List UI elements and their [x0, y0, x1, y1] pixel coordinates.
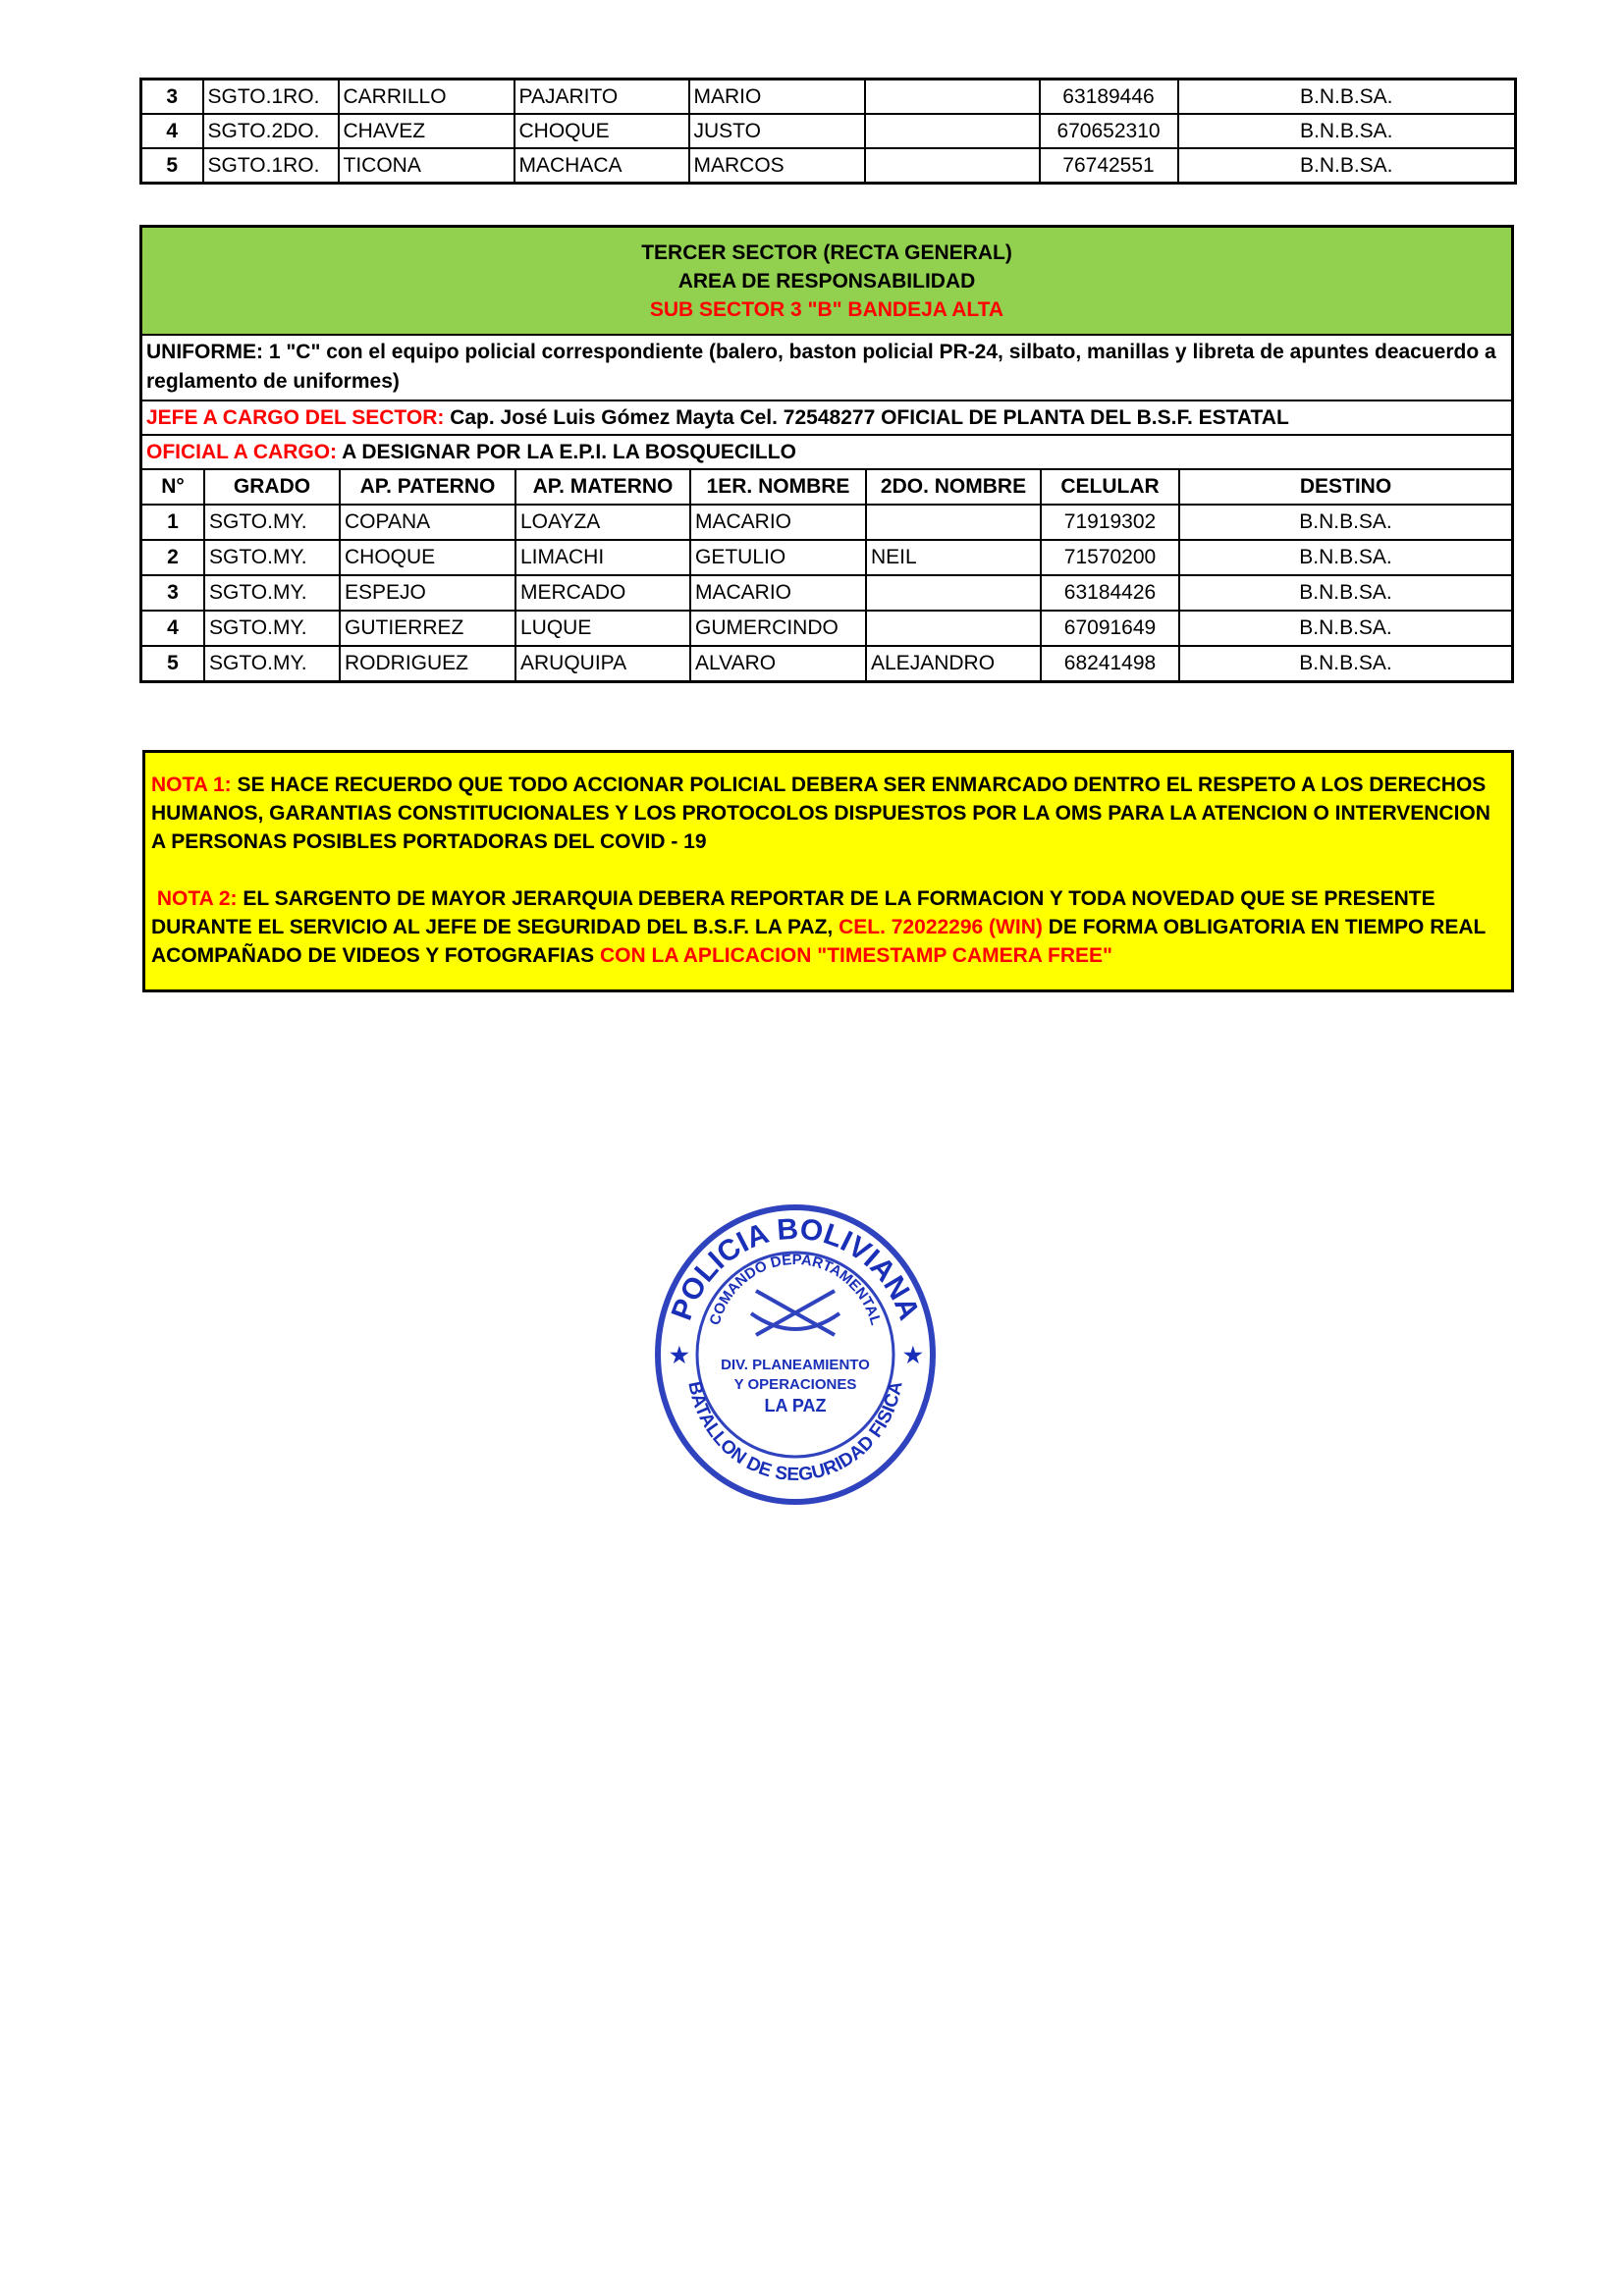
uniform-row: UNIFORME: 1 "C" con el equipo policial correspondiente (balero, baston policial PR-24, silbato, manillas y libreta de apuntes deacuerdo a reglamento de uniformes): [142, 336, 1511, 401]
cell-nombre1: MACARIO: [690, 575, 866, 611]
cell-materno: MACHACA: [514, 148, 689, 184]
cell-nombre2: ALEJANDRO: [866, 646, 1041, 680]
personnel-table: [142, 470, 1511, 680]
column-header: AP. MATERNO: [515, 470, 690, 505]
cell-nombre2: [866, 505, 1041, 540]
note-1: [151, 771, 1505, 856]
previous-subsector-rows: [141, 80, 1516, 184]
column-header: DESTINO: [1179, 470, 1511, 505]
note-2-app: CON LA APLICACION "TIMESTAMP CAMERA FREE": [600, 944, 1112, 967]
cell-celular: 63189446: [1040, 80, 1178, 115]
cell-grado: SGTO.MY.: [204, 575, 340, 611]
note-2-phone: CEL. 72022296 (WIN): [839, 916, 1043, 938]
personnel-rows: [142, 505, 1511, 680]
note-2-text-b: DE FORMA OBLIGATORIA EN TIEMPO REAL ACOMPAÑADO DE VIDEOS Y FOTOGRAFIAS: [151, 916, 1486, 967]
seal-line-3: LA PAZ: [764, 1396, 827, 1415]
chief-value: Cap. José Luis Gómez Mayta Cel. 72548277 OFICIAL DE PLANTA DEL B.S.F. ESTATAL: [444, 406, 1289, 429]
sector-header: [142, 228, 1511, 336]
seal-outer-text: POLICIA BOLIVIANA: [665, 1212, 926, 1325]
cell-paterno: CHAVEZ: [339, 114, 514, 148]
notes-box: [142, 750, 1514, 992]
seal-bottom-text: BATALLON DE SEGURIDAD FISICA: [683, 1379, 907, 1486]
cell-materno: PAJARITO: [514, 80, 689, 115]
cell-destino: B.N.B.SA.: [1179, 575, 1511, 611]
cell-nombre1: MARIO: [689, 80, 865, 115]
seal-star-right-icon: ★: [903, 1343, 923, 1367]
cell-paterno: RODRIGUEZ: [340, 646, 515, 680]
cell-destino: B.N.B.SA.: [1179, 505, 1511, 540]
cell-nombre1: JUSTO: [689, 114, 865, 148]
cell-materno: MERCADO: [515, 575, 690, 611]
cell-nombre2: NEIL: [866, 540, 1041, 575]
sector-block: [139, 225, 1514, 683]
cell-grado: SGTO.MY.: [204, 505, 340, 540]
area-title: AREA DE RESPONSABILIDAD: [677, 270, 976, 293]
table-row: [141, 148, 1516, 184]
column-header: CELULAR: [1041, 470, 1179, 505]
cell-materno: LOAYZA: [515, 505, 690, 540]
column-header: GRADO: [204, 470, 340, 505]
seal-line-2: Y OPERACIONES: [733, 1376, 857, 1393]
cell-n: 3: [142, 575, 204, 611]
cell-nombre1: GETULIO: [690, 540, 866, 575]
table-header-row: [142, 470, 1511, 505]
previous-subsector-table: [139, 78, 1517, 185]
table-row: [141, 80, 1516, 115]
cell-paterno: GUTIERREZ: [340, 611, 515, 646]
cell-n: 1: [142, 505, 204, 540]
column-header: 1ER. NOMBRE: [690, 470, 866, 505]
seal-star-left-icon: ★: [670, 1343, 689, 1367]
cell-celular: 76742551: [1040, 148, 1178, 184]
cell-nombre1: MACARIO: [690, 505, 866, 540]
cell-n: 4: [142, 611, 204, 646]
cell-n: 3: [141, 80, 203, 115]
cell-grado: SGTO.MY.: [204, 611, 340, 646]
cell-n: 5: [141, 148, 203, 184]
subsector-title: SUB SECTOR 3 "B" BANDEJA ALTA: [649, 298, 1004, 321]
cell-celular: 68241498: [1041, 646, 1179, 680]
note-1-label: NOTA 1:: [151, 774, 232, 796]
cell-materno: LIMACHI: [515, 540, 690, 575]
cell-destino: B.N.B.SA.: [1179, 646, 1511, 680]
cell-materno: CHOQUE: [514, 114, 689, 148]
officer-value: A DESIGNAR POR LA E.P.I. LA BOSQUECILLO: [337, 441, 796, 463]
cell-paterno: CHOQUE: [340, 540, 515, 575]
cell-materno: LUQUE: [515, 611, 690, 646]
officer-label: OFICIAL A CARGO:: [146, 441, 338, 463]
chief-row: [142, 401, 1511, 436]
column-header: N°: [142, 470, 204, 505]
note-2-text-a: EL SARGENTO DE MAYOR JERARQUIA DEBERA REPORTAR DE LA FORMACION Y TODA NOVEDAD QUE SE PRESENTE DURANTE EL SERVICIO AL JEFE DE SEGURIDAD DEL B.S.F. LA PAZ,: [151, 887, 1435, 938]
official-seal-stamp: [648, 1198, 943, 1512]
cell-destino: B.N.B.SA.: [1179, 540, 1511, 575]
chief-label: JEFE A CARGO DEL SECTOR:: [146, 406, 445, 429]
cell-destino: B.N.B.SA.: [1178, 148, 1516, 184]
cell-nombre2: [866, 575, 1041, 611]
cell-paterno: TICONA: [339, 148, 514, 184]
cell-nombre1: MARCOS: [689, 148, 865, 184]
cell-paterno: COPANA: [340, 505, 515, 540]
table-row: [141, 114, 1516, 148]
cell-nombre2: [866, 611, 1041, 646]
cell-destino: B.N.B.SA.: [1178, 114, 1516, 148]
cell-n: 4: [141, 114, 203, 148]
cell-n: 2: [142, 540, 204, 575]
seal-ring-text: COMANDO DEPARTAMENTAL: [706, 1251, 885, 1327]
cell-celular: 71919302: [1041, 505, 1179, 540]
column-header: 2DO. NOMBRE: [866, 470, 1041, 505]
cell-materno: ARUQUIPA: [515, 646, 690, 680]
cell-paterno: CARRILLO: [339, 80, 514, 115]
cell-celular: 71570200: [1041, 540, 1179, 575]
cell-grado: SGTO.1RO.: [203, 80, 339, 115]
table-row: [142, 505, 1511, 540]
cell-destino: B.N.B.SA.: [1178, 80, 1516, 115]
note-2: [151, 884, 1505, 970]
cell-grado: SGTO.MY.: [204, 646, 340, 680]
cell-grado: SGTO.1RO.: [203, 148, 339, 184]
column-header: AP. PATERNO: [340, 470, 515, 505]
cell-nombre2: [865, 148, 1040, 184]
cell-nombre1: GUMERCINDO: [690, 611, 866, 646]
officer-row: [142, 436, 1511, 470]
table-row: [142, 611, 1511, 646]
sector-title: TERCER SECTOR (RECTA GENERAL): [641, 241, 1012, 264]
cell-grado: SGTO.2DO.: [203, 114, 339, 148]
cell-n: 5: [142, 646, 204, 680]
cell-celular: 670652310: [1040, 114, 1178, 148]
cell-celular: 63184426: [1041, 575, 1179, 611]
seal-line-1: DIV. PLANEAMIENTO: [721, 1357, 870, 1373]
cell-nombre2: [865, 80, 1040, 115]
table-row: [142, 646, 1511, 680]
table-row: [142, 575, 1511, 611]
cell-paterno: ESPEJO: [340, 575, 515, 611]
cell-nombre1: ALVARO: [690, 646, 866, 680]
cell-nombre2: [865, 114, 1040, 148]
cell-grado: SGTO.MY.: [204, 540, 340, 575]
table-row: [142, 540, 1511, 575]
cell-destino: B.N.B.SA.: [1179, 611, 1511, 646]
cell-celular: 67091649: [1041, 611, 1179, 646]
note-1-text: SE HACE RECUERDO QUE TODO ACCIONAR POLICIAL DEBERA SER ENMARCADO DENTRO EL RESPETO A LOS DERECHOS HUMANOS, GARANTIAS CONSTITUCIONALES Y LOS PROTOCOLOS DISPUESTOS POR LA OMS PARA LA ATENCION O INTERVENCION A PERSONAS POSIBLES PORTADORAS DEL COVID - 19: [151, 774, 1490, 853]
note-2-label: NOTA 2:: [156, 887, 238, 910]
